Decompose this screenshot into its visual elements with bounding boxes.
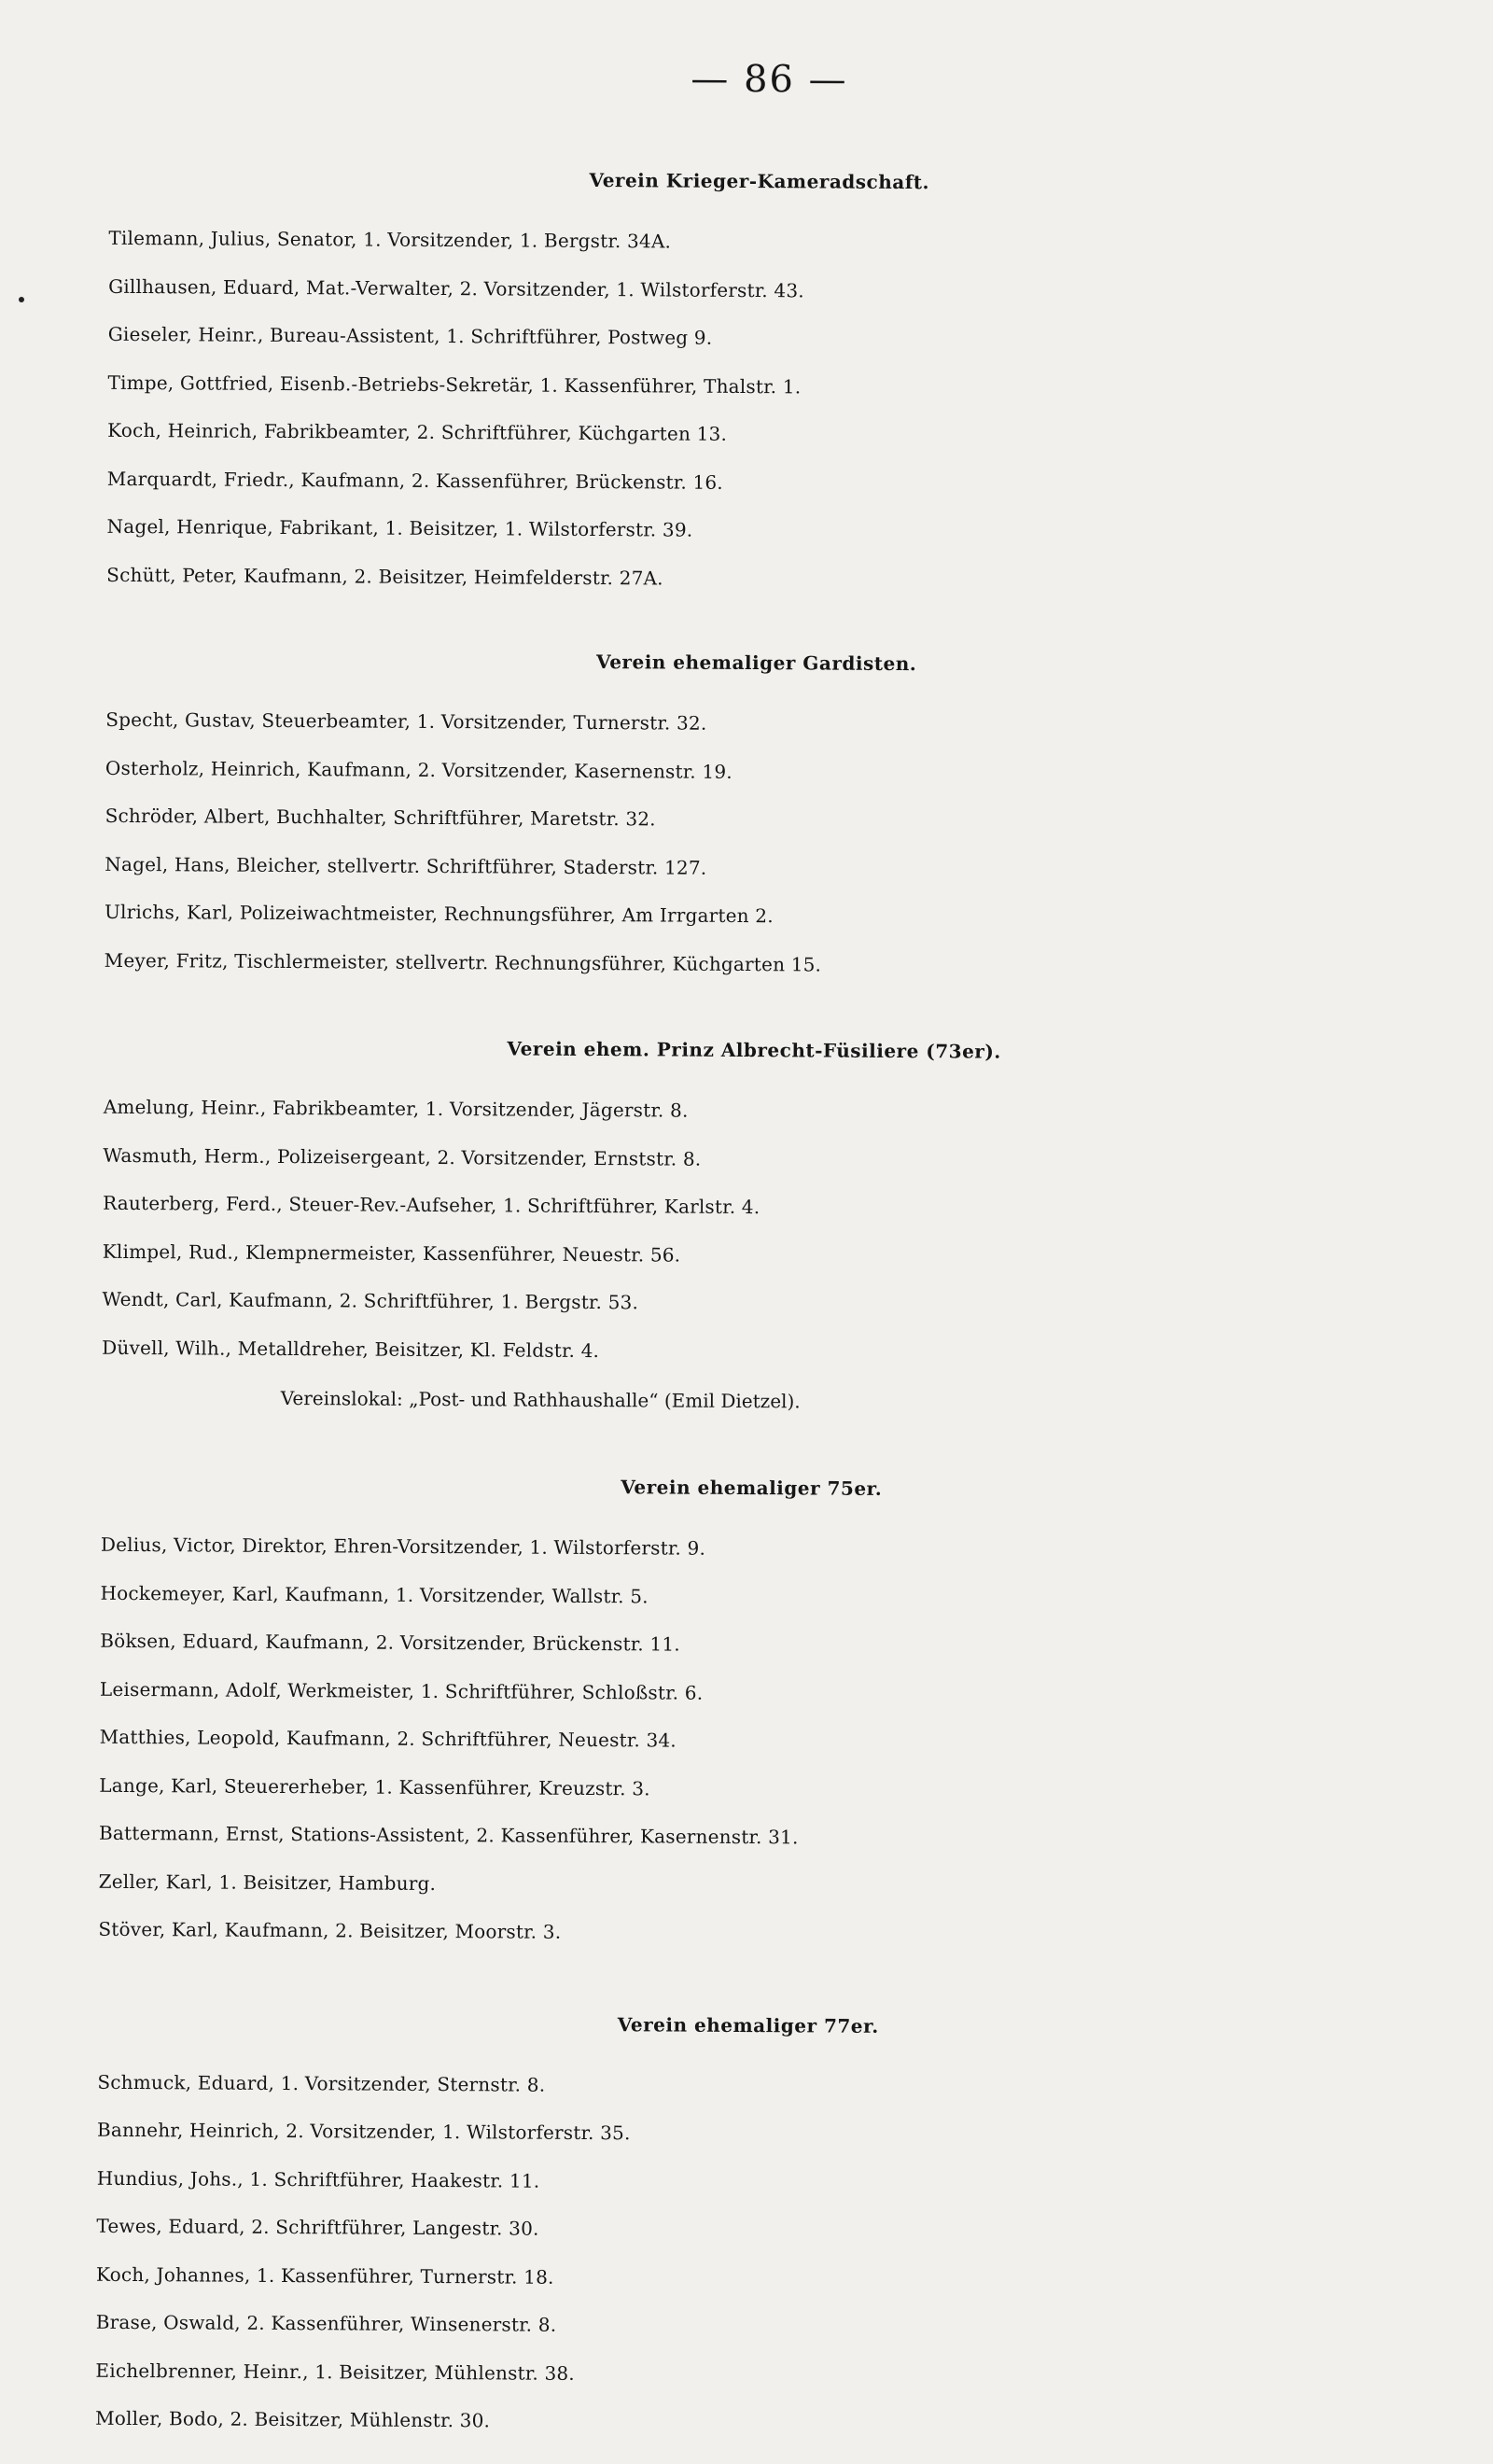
section-title: Verein ehemaliger Gardisten. [595,651,917,676]
member-entry: Meyer, Fritz, Tischlermeister, stellvertr. Rechnungsführer, Küchgarten 15. [104,948,822,976]
club-section [99,155,1417,608]
member-entry: Wendt, Carl, Kaufmann, 2. Schriftführer, 1. Bergstr. 53. [102,1287,639,1314]
section-title: Verein ehemaliger 75er. [621,1476,883,1500]
member-entry: Nagel, Hans, Bleicher, stellvertr. Schriftführer, Staderstr. 127. [105,852,707,879]
member-entry: Osterholz, Heinrich, Kaufmann, 2. Vorsitzender, Kasernenstr. 19. [105,756,733,783]
club-section [94,1024,1413,1431]
member-entry: Klimpel, Rud., Klempnermeister, Kassenführer, Neuestr. 56. [102,1239,681,1267]
member-entry: Bannehr, Heinrich, 2. Vorsitzender, 1. Wilstorferstr. 35. [96,2118,631,2145]
member-entry: Ulrichs, Karl, Polizeiwachtmeister, Rechnungsführer, Am Irrgarten 2. [104,900,774,928]
section-title: Verein ehemaliger 77er. [617,2012,879,2037]
member-entry: Koch, Johannes, 1. Kassenführer, Turnerstr. 18. [96,2262,554,2289]
member-entry: Böksen, Eduard, Kaufmann, 2. Vorsitzender, Brückenstr. 11. [100,1629,680,1656]
member-entry: Delius, Victor, Direktor, Ehren-Vorsitzender, 1. Wilstorferstr. 9. [100,1533,706,1560]
member-entry: Hundius, Johs., 1. Schriftführer, Haakestr. 11. [96,2166,540,2192]
member-entry: Marquardt, Friedr., Kaufmann, 2. Kassenführer, Brückenstr. 16. [106,467,723,494]
member-entry: Moller, Bodo, 2. Beisitzer, Mühlenstr. 30. [95,2406,491,2432]
member-entry: Brase, Oswald, 2. Kassenführer, Winsenerstr. 8. [95,2310,557,2336]
section-title: Verein Krieger-Kameradschaft. [589,168,930,194]
member-entry: Matthies, Leopold, Kaufmann, 2. Schriftführer, Neuestr. 34. [99,1725,677,1752]
member-entry: Nagel, Henrique, Fabrikant, 1. Beisitzer, 1. Wilstorferstr. 39. [106,514,693,541]
club-section [91,1462,1409,1962]
member-entry: Tilemann, Julius, Senator, 1. Vorsitzender, 1. Bergstr. 34A. [108,226,672,253]
member-entry: Rauterberg, Ferd., Steuer-Rev.-Aufseher, 1. Schriftführer, Karlstr. 4. [103,1191,760,1219]
member-entry: Gillhausen, Eduard, Mat.-Verwalter, 2. Vorsitzender, 1. Wilstorferstr. 43. [108,274,804,301]
member-entry: Battermann, Ernst, Stations-Assistent, 2. Kassenführer, Kasernenstr. 31. [98,1821,799,1849]
member-entry: Eichelbrenner, Heinr., 1. Beisitzer, Mühlenstr. 38. [95,2359,575,2385]
member-entry: Wasmuth, Herm., Polizeisergeant, 2. Vorsitzender, Ernststr. 8. [103,1143,702,1170]
member-entry: Leisermann, Adolf, Werkmeister, 1. Schriftführer, Schloßstr. 6. [99,1677,704,1704]
section-title: Verein ehem. Prinz Albrecht-Füsiliere (73er). [507,1037,1001,1063]
club-section [88,1998,1406,2451]
member-entry: Hockemeyer, Karl, Kaufmann, 1. Vorsitzender, Wallstr. 5. [100,1581,649,1607]
member-entry: Schütt, Peter, Kaufmann, 2. Beisitzer, Heimfelderstr. 27A. [106,563,663,589]
member-entry: Specht, Gustav, Steuerbeamter, 1. Vorsitzender, Turnerstr. 32. [105,707,707,735]
member-entry: Amelung, Heinr., Fabrikbeamter, 1. Vorsitzender, Jägerstr. 8. [103,1095,689,1122]
member-entry: Lange, Karl, Steuererheber, 1. Kassenführer, Kreuzstr. 3. [99,1773,650,1799]
member-entry: Düvell, Wilh., Metalldreher, Beisitzer, Kl. Feldstr. 4. [102,1336,600,1362]
member-entry: Schröder, Albert, Buchhalter, Schriftführer, Maretstr. 32. [105,804,656,831]
member-entry: Tewes, Eduard, 2. Schriftführer, Langestr. 30. [96,2214,539,2240]
member-entry: Koch, Heinrich, Fabrikbeamter, 2. Schriftführer, Küchgarten 13. [107,418,728,445]
member-entry: Schmuck, Eduard, 1. Vorsitzender, Sternstr. 8. [97,2070,546,2096]
club-section [97,637,1415,993]
club-venue-note: Vereinslokal: „Post- und Rathhaushalle“ (Emil Dietzel). [280,1386,801,1413]
member-entry: Timpe, Gottfried, Eisenb.-Betriebs-Sekretär, 1. Kassenführer, Thalstr. 1. [107,371,802,398]
member-entry: Stöver, Karl, Kaufmann, 2. Beisitzer, Moorstr. 3. [98,1917,562,1943]
member-entry: Zeller, Karl, 1. Beisitzer, Hamburg. [98,1869,437,1895]
member-entry: Gieseler, Heinr., Bureau-Assistent, 1. Schriftführer, Postweg 9. [107,322,713,349]
page-number: — 86 — [691,57,848,102]
